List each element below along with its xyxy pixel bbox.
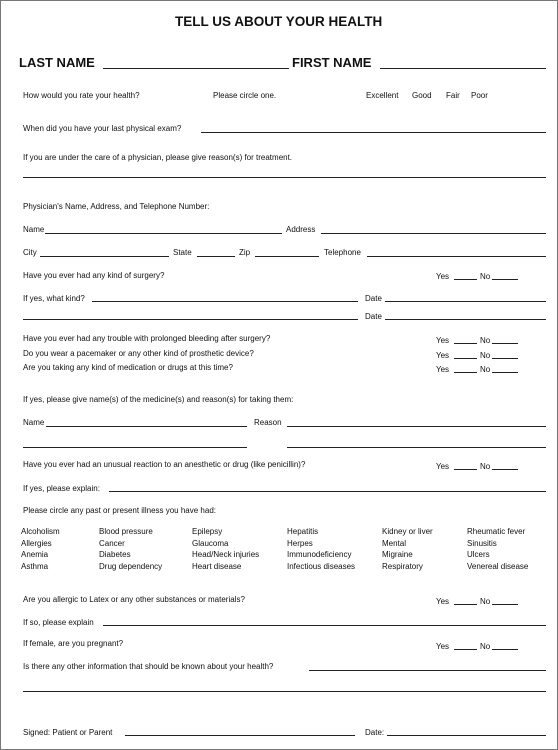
illness-allergies[interactable]: Allergies (21, 539, 52, 548)
anesthetic-explain-label: If yes, please explain: (23, 484, 100, 493)
illness-asthma[interactable]: Asthma (21, 562, 49, 571)
medication-no-field[interactable] (492, 372, 518, 373)
illness-infectious-diseases[interactable]: Infectious diseases (287, 562, 356, 571)
signature-date-label: Date: (365, 728, 385, 737)
physician-city-label: City (23, 248, 37, 257)
pregnant-yes-label: Yes (436, 642, 450, 651)
illness-epilepsy[interactable]: Epilepsy (192, 527, 223, 536)
physician-info-heading: Physician's Name, Address, and Telephone Number: (23, 202, 210, 211)
anesthetic-yes-label: Yes (436, 462, 450, 471)
illness-ulcers[interactable]: Ulcers (467, 550, 490, 559)
medication-yes-label: Yes (436, 365, 450, 374)
physician-care-field[interactable] (23, 177, 546, 178)
medicine-prompt: If yes, please give name(s) of the medicine(s) and reason(s) for taking them: (23, 395, 294, 404)
latex-explain-label: If so, please explain (23, 618, 94, 627)
illness-blood-pressure[interactable]: Blood pressure (99, 527, 153, 536)
medicine-reason-field-1[interactable] (287, 426, 546, 427)
surgery-no-label: No (480, 272, 491, 281)
latex-no-label: No (480, 597, 491, 606)
pacemaker-no-label: No (480, 351, 491, 360)
medicine-name-field-2[interactable] (23, 447, 247, 448)
bleeding-question: Have you ever had any trouble with prolonged bleeding after surgery? (23, 334, 271, 343)
form-title: TELL US ABOUT YOUR HEALTH (175, 14, 383, 29)
surgery-date-label-2: Date (365, 312, 382, 321)
surgery-yes-label: Yes (436, 272, 450, 281)
medicine-name-field-1[interactable] (46, 426, 247, 427)
surgery-date-label-1: Date (365, 294, 382, 303)
illness-drug-dependency[interactable]: Drug dependency (99, 562, 163, 571)
physician-city-field[interactable] (40, 256, 169, 257)
pacemaker-yes-label: Yes (436, 351, 450, 360)
latex-yes-field[interactable] (454, 604, 477, 605)
physician-state-field[interactable] (197, 256, 235, 257)
pregnant-no-field[interactable] (492, 649, 518, 650)
other-info-field-2[interactable] (23, 691, 546, 692)
anesthetic-yes-field[interactable] (454, 469, 477, 470)
pacemaker-yes-field[interactable] (454, 358, 477, 359)
illness-mental[interactable]: Mental (382, 539, 407, 548)
physician-name-field[interactable] (45, 233, 282, 234)
last-name-field[interactable] (103, 68, 289, 69)
illness-anemia[interactable]: Anemia (21, 550, 49, 559)
last-name-label: LAST NAME (19, 55, 95, 70)
surgery-kind-label: If yes, what kind? (23, 294, 85, 303)
medication-no-label: No (480, 365, 491, 374)
physician-zip-field[interactable] (255, 256, 319, 257)
option-excellent[interactable]: Excellent (366, 91, 399, 100)
illness-venereal-disease[interactable]: Venereal disease (467, 562, 529, 571)
surgery-kind-field-1[interactable] (92, 301, 358, 302)
physician-address-label: Address (286, 225, 316, 234)
first-name-label: FIRST NAME (292, 55, 372, 70)
latex-question: Are you allergic to Latex or any other substances or materials? (23, 595, 245, 604)
physician-state-label: State (173, 248, 192, 257)
last-exam-field[interactable] (201, 132, 546, 133)
pregnant-no-label: No (480, 642, 491, 651)
bleeding-yes-label: Yes (436, 336, 450, 345)
last-exam-question: When did you have your last physical exam? (23, 124, 182, 133)
surgery-question: Have you ever had any kind of surgery? (23, 271, 165, 280)
medicine-name-label: Name (23, 418, 45, 427)
surgery-kind-field-2[interactable] (23, 319, 358, 320)
latex-yes-label: Yes (436, 597, 450, 606)
illness-sinusitis[interactable]: Sinusitis (467, 539, 497, 548)
bleeding-no-label: No (480, 336, 491, 345)
surgery-yes-field[interactable] (454, 279, 477, 280)
illness-cancer[interactable]: Cancer (99, 539, 125, 548)
illness-respiratory[interactable]: Respiratory (382, 562, 423, 571)
bleeding-no-field[interactable] (492, 343, 518, 344)
first-name-field[interactable] (380, 68, 546, 69)
physician-zip-label: Zip (239, 248, 251, 257)
other-info-question: Is there any other information that should be known about your health? (23, 662, 274, 671)
rate-health-question: How would you rate your health? (23, 91, 140, 100)
physician-name-label: Name (23, 225, 45, 234)
physician-telephone-label: Telephone (324, 248, 361, 257)
illness-kidney-or-liver[interactable]: Kidney or liver (382, 527, 433, 536)
physician-address-field[interactable] (321, 233, 546, 234)
illness-migraine[interactable]: Migraine (382, 550, 413, 559)
illness-herpes[interactable]: Herpes (287, 539, 313, 548)
signature-field[interactable] (125, 735, 355, 736)
illness-head-neck-injuries[interactable]: Head/Neck injuries (192, 550, 260, 559)
physician-care-question: If you are under the care of a physician, please give reason(s) for treatment. (23, 153, 293, 162)
illness-diabetes[interactable]: Diabetes (99, 550, 131, 559)
illness-glaucoma[interactable]: Glaucoma (192, 539, 229, 548)
medication-yes-field[interactable] (454, 372, 477, 373)
illness-rheumatic-fever[interactable]: Rheumatic fever (467, 527, 526, 536)
physician-telephone-field[interactable] (367, 256, 546, 257)
signature-label: Signed: Patient or Parent (23, 728, 113, 737)
option-poor[interactable]: Poor (471, 91, 488, 100)
signature-date-field[interactable] (387, 735, 546, 736)
illness-prompt: Please circle any past or present illness you have had: (23, 506, 216, 515)
latex-explain-field[interactable] (103, 625, 546, 626)
pregnant-yes-field[interactable] (454, 649, 477, 650)
rate-health-instruction: Please circle one. (213, 91, 277, 100)
anesthetic-question: Have you ever had an unusual reaction to an anesthetic or drug (like penicillin)? (23, 460, 306, 469)
pacemaker-question: Do you wear a pacemaker or any other kind of prosthetic device? (23, 349, 254, 358)
anesthetic-explain-field[interactable] (109, 491, 546, 492)
medicine-reason-field-2[interactable] (287, 447, 546, 448)
surgery-date-field-2[interactable] (385, 319, 546, 320)
option-fair[interactable]: Fair (446, 91, 460, 100)
illness-alcoholism[interactable]: Alcoholism (21, 527, 60, 536)
latex-no-field[interactable] (492, 604, 518, 605)
bleeding-yes-field[interactable] (454, 343, 477, 344)
surgery-date-field-1[interactable] (385, 301, 546, 302)
illness-immunodeficiency[interactable]: Immunodeficiency (287, 550, 352, 559)
pacemaker-no-field[interactable] (492, 358, 518, 359)
illness-hepatitis[interactable]: Hepatitis (287, 527, 319, 536)
pregnant-question: If female, are you pregnant? (23, 639, 124, 648)
anesthetic-no-field[interactable] (492, 469, 518, 470)
medicine-reason-label: Reason (254, 418, 282, 427)
surgery-no-field[interactable] (492, 279, 518, 280)
other-info-field-1[interactable] (309, 670, 546, 671)
option-good[interactable]: Good (412, 91, 432, 100)
anesthetic-no-label: No (480, 462, 491, 471)
medication-question: Are you taking any kind of medication or drugs at this time? (23, 363, 233, 372)
illness-heart-disease[interactable]: Heart disease (192, 562, 242, 571)
